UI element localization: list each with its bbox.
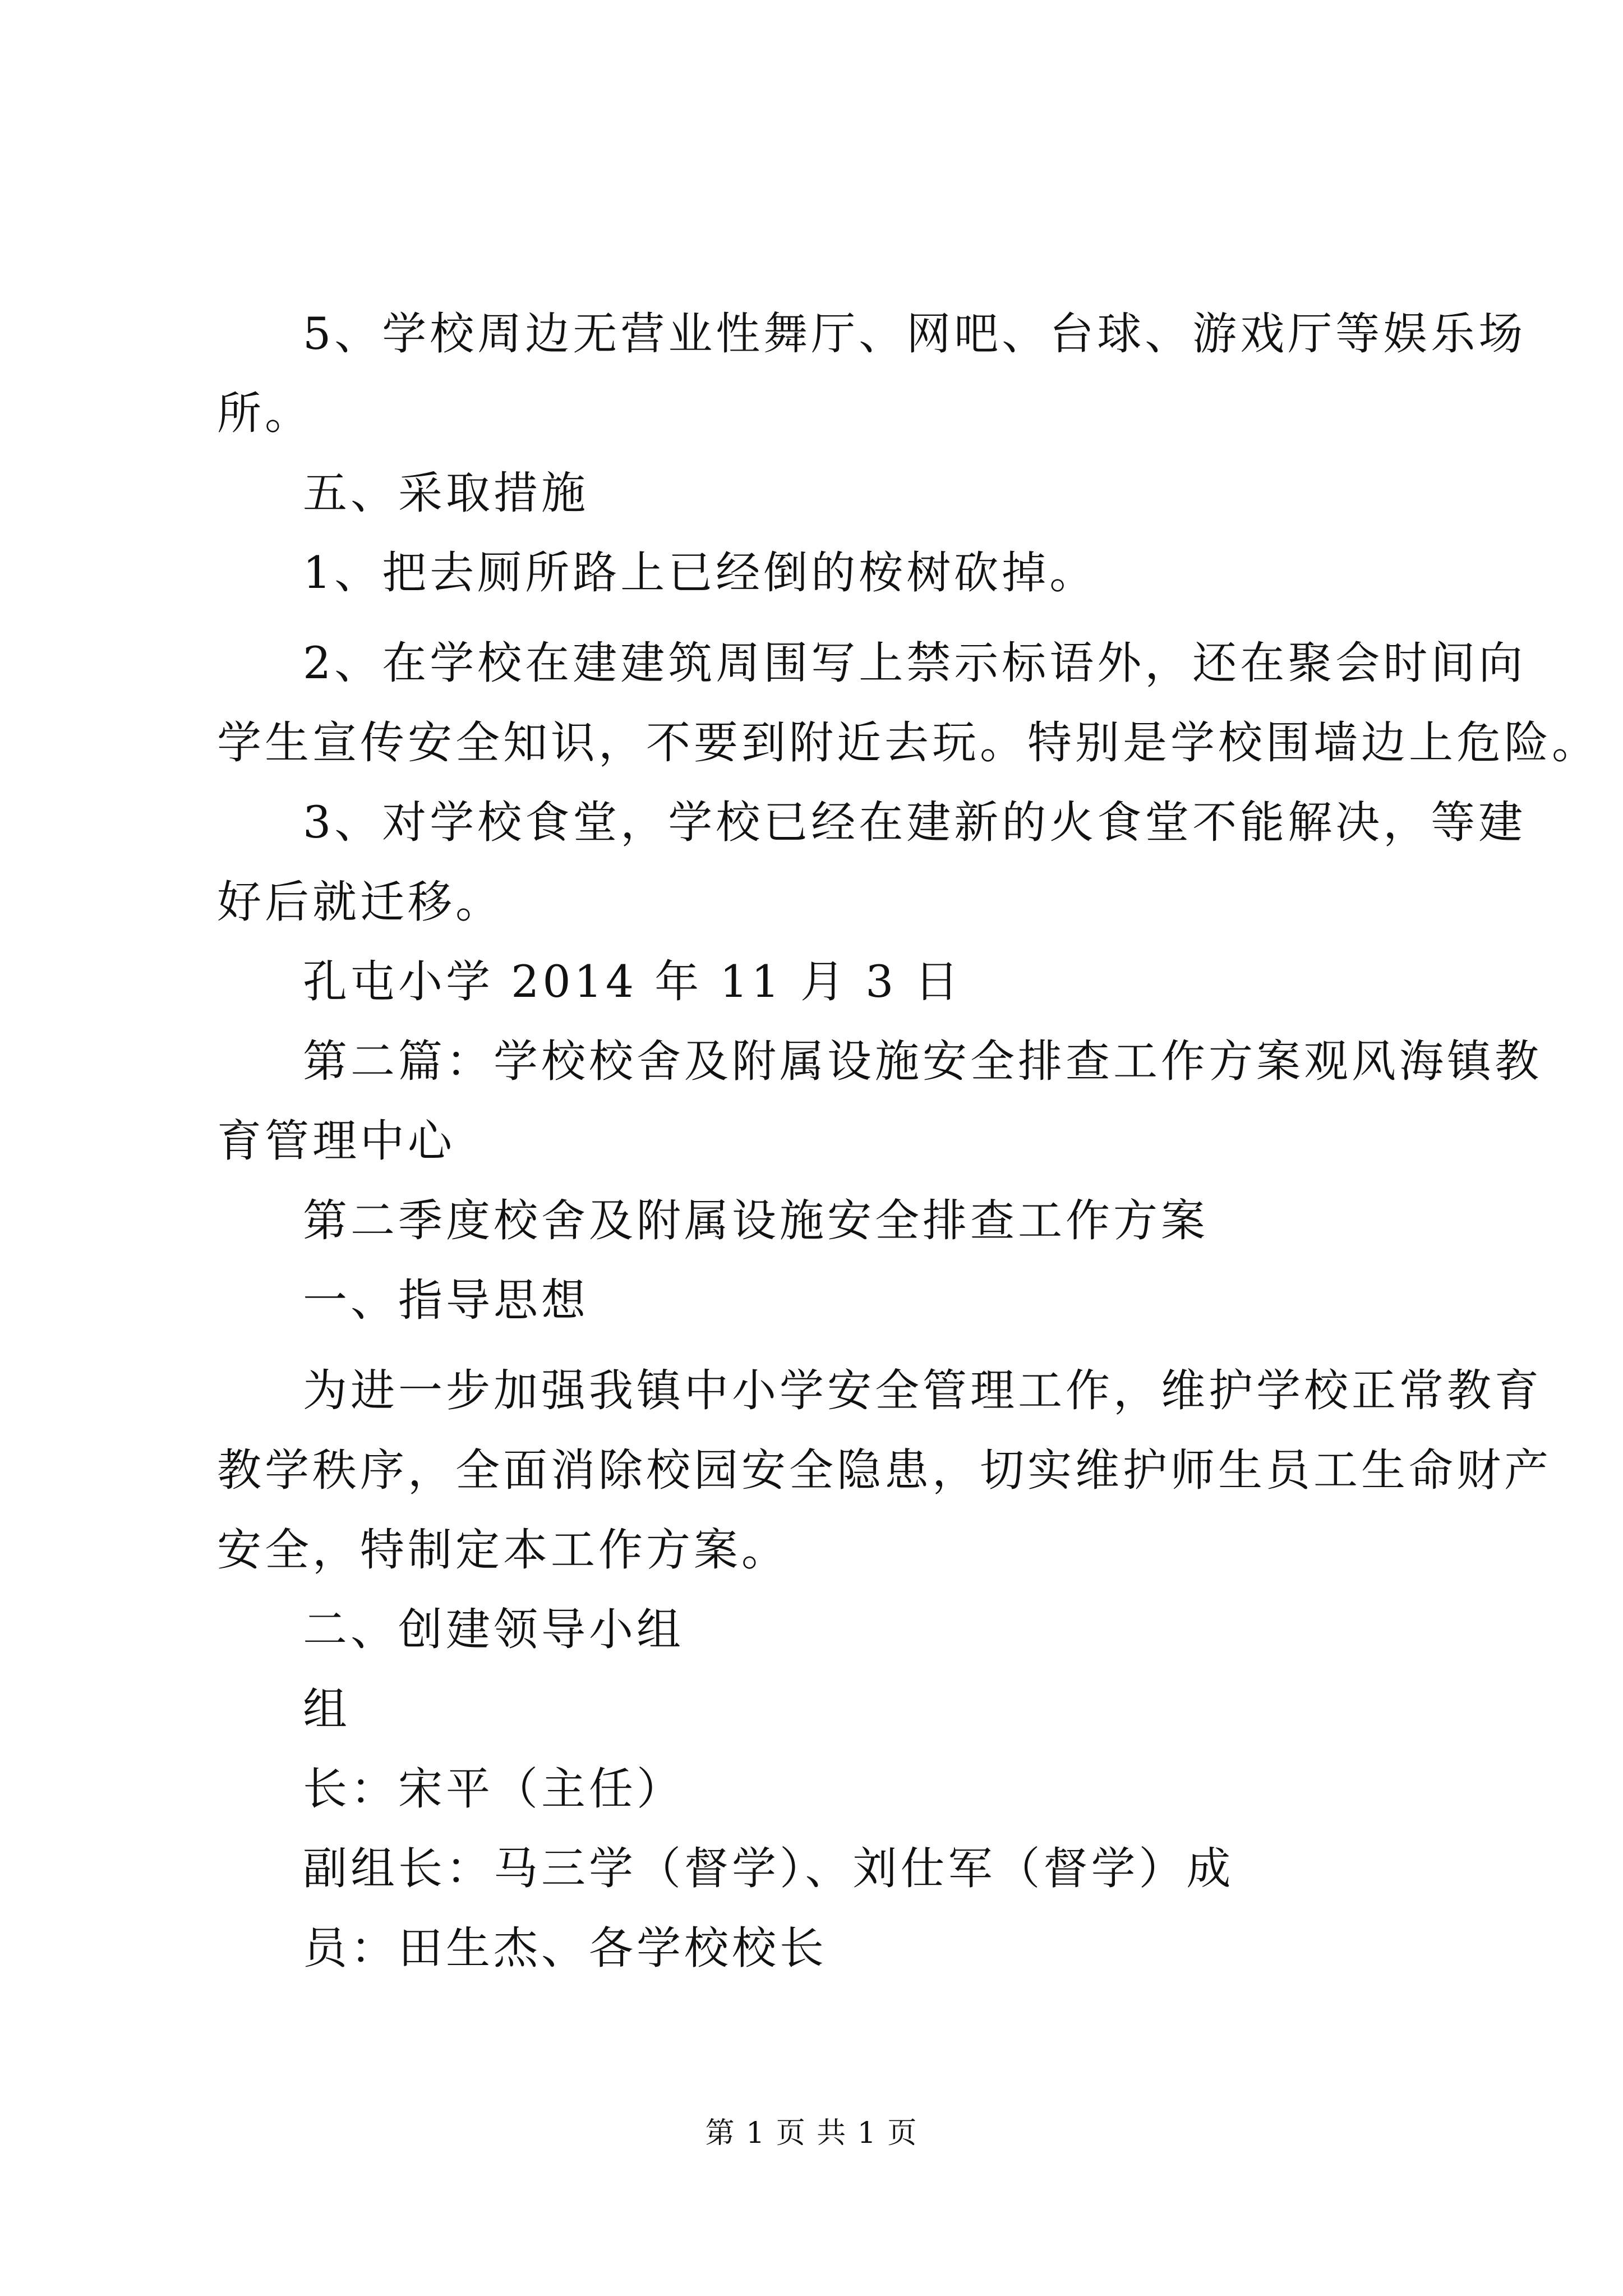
paragraph-line: 安全，特制定本工作方案。 xyxy=(217,1524,789,1576)
section-heading: 五、采取措施 xyxy=(303,467,589,519)
paragraph-line: 好后就迁移。 xyxy=(217,876,503,928)
paragraph-line: 1、把去厕所路上已经倒的桉树砍掉。 xyxy=(303,547,1098,599)
paragraph-line: 2、在学校在建建筑周围写上禁示标语外，还在聚会时间向 xyxy=(303,637,1527,689)
signature-date-line: 孔屯小学 2014 年 11 月 3 日 xyxy=(303,956,962,1007)
section-heading: 一、指导思想 xyxy=(303,1274,589,1326)
paragraph-line: 副组长：马三学（督学）、刘仕军（督学）成 xyxy=(303,1843,1234,1894)
paragraph-line: 组 xyxy=(303,1683,351,1735)
paragraph-line: 学生宣传安全知识，不要到附近去玩。特别是学校围墙边上危险。 xyxy=(217,717,1599,769)
page-footer: 第 1 页 共 1 页 xyxy=(705,2116,918,2150)
paragraph-line: 所。 xyxy=(217,388,312,439)
section-heading: 二、创建领导小组 xyxy=(303,1604,684,1655)
paragraph-line: 3、对学校食堂，学校已经在建新的火食堂不能解决，等建 xyxy=(303,797,1527,848)
document-title: 第二季度校舍及附属设施安全排查工作方案 xyxy=(303,1195,1209,1246)
paragraph-line: 长：宋平（主任） xyxy=(303,1763,684,1815)
paragraph-line: 为进一步加强我镇中小学安全管理工作，维护学校正常教育 xyxy=(303,1365,1542,1416)
paragraph-line: 教学秩序，全面消除校园安全隐患，切实维护师生员工生命财产 xyxy=(217,1444,1552,1496)
chapter-title-line: 育管理中心 xyxy=(217,1115,455,1167)
paragraph-line: 员：田生杰、各学校校长 xyxy=(303,1922,827,1974)
paragraph-line: 5、学校周边无营业性舞厅、网吧、台球、游戏厅等娱乐场 xyxy=(303,308,1527,360)
chapter-title-line: 第二篇：学校校舍及附属设施安全排查工作方案观风海镇教 xyxy=(303,1036,1542,1087)
